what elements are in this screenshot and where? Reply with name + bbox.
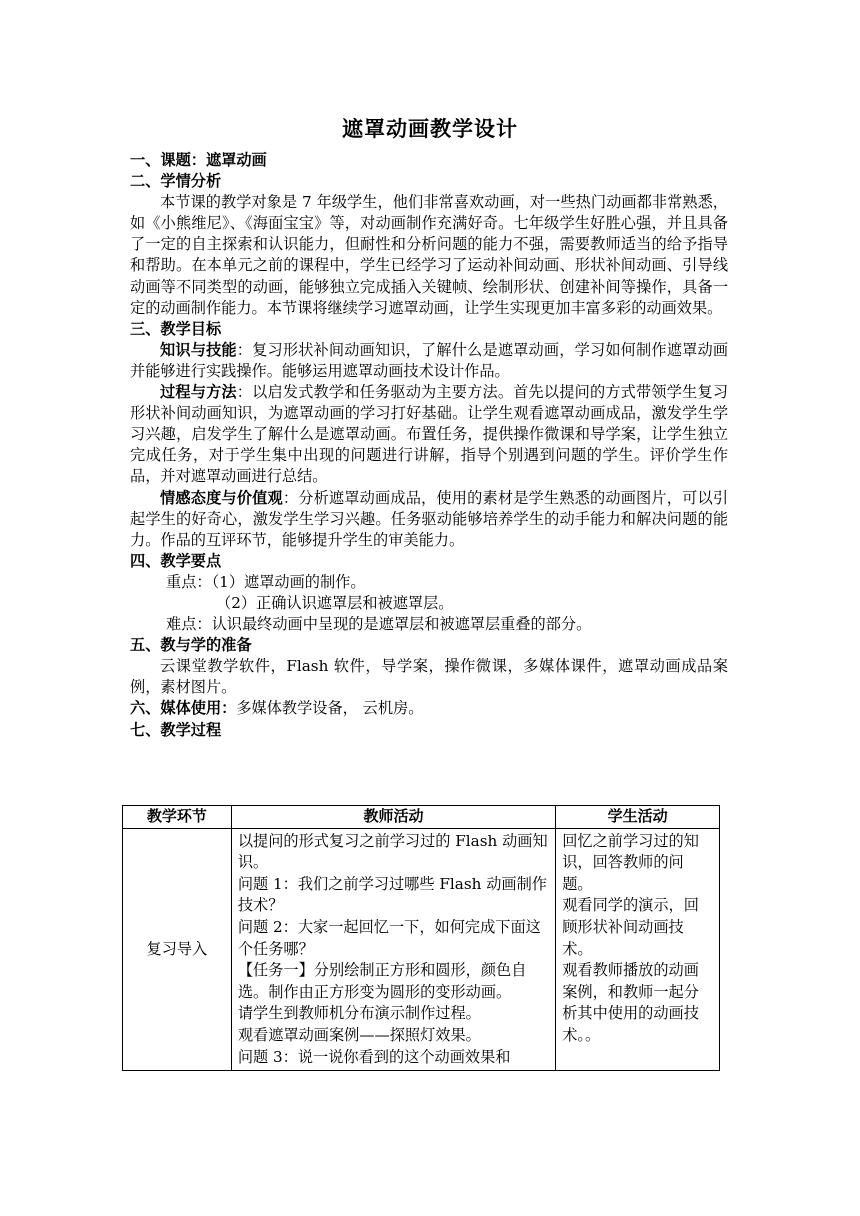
- student-line: 观看教师播放的动画案例，和教师一起分析其中使用的动画技术。。: [562, 961, 699, 1044]
- media-line: [130, 698, 728, 719]
- header-stage: 教学环节: [123, 806, 232, 829]
- keypoint-2: （2）正确认识遮罩层和被遮罩层。: [216, 593, 454, 612]
- teacher-line: 请学生到教师机分布演示制作过程。: [237, 1004, 481, 1023]
- header-teacher: 教师活动: [231, 806, 555, 829]
- section-heading-preparation: 五、教与学的准备: [130, 636, 252, 655]
- student-line: 观看同学的演示，回顾形状补间动画技术。: [562, 896, 699, 958]
- page-bottom-margin: [0, 1099, 860, 1216]
- teaching-process-table: [122, 805, 720, 1071]
- analysis-paragraph: 本节课的教学对象是 7 年级学生，他们非常喜欢动画，对一些热门动画都非常熟悉，如《小熊维尼》、《海面宝宝》等，对动画制作充满好奇。七年级学生好胜心强，并且具备了一定的自主探索和认识能力，但耐性和分析问题的能力不强，需要教师适当的给予指导和帮助。在本单元之前的课程中，学生已经学习了运动补间动画、形状补间动画、引导线动画等不同类型的动画，能够独立完成插入关键帧、绘制形状、创建补间等操作，具备一定的动画制作能力。本节课将继续学习遮罩动画，让学生实现更加丰富多彩的动画效果。: [130, 193, 728, 317]
- objective-emotion-text: ：分析遮罩动画成品，使用的素材是学生熟悉的动画图片，可以引起学生的好奇心，激发学生学习兴趣。任务驱动能够培养学生的动手能力和解决问题的能力。作品的互评环节，能够提升学生的审美能力。: [130, 488, 729, 549]
- preparation-paragraph: 云课堂教学软件，Flash 软件，导学案，操作微课，多媒体课件，遮罩动画成品案例，素材图片。: [130, 657, 728, 697]
- objective-emotion-label: 情感态度与价值观: [160, 488, 283, 507]
- section-heading-keypoints: 四、教学要点: [130, 551, 222, 570]
- section-heading-objectives: 三、教学目标: [130, 319, 222, 338]
- student-activity-cell: [556, 828, 720, 1071]
- teacher-line: 【任务一】分别绘制正方形和圆形，颜色自选。制作由正方形变为圆形的变形动画。: [237, 961, 527, 1001]
- teacher-line: 问题 1：我们之前学习过哪些 Flash 动画制作技术？: [237, 874, 547, 915]
- teacher-line: 以提问的形式复习之前学习过的 Flash 动画知识。: [237, 831, 548, 872]
- section-heading-media: 六、媒体使用：: [130, 699, 237, 718]
- objective-process: [130, 382, 728, 487]
- teacher-line: 观看遮罩动画案例——探照灯效果。: [237, 1025, 481, 1044]
- document-title: 遮罩动画教学设计: [342, 116, 518, 141]
- table-row: [123, 828, 720, 1071]
- objective-process-label: 过程与方法: [160, 383, 237, 402]
- keypoint-1: 重点：（1）遮罩动画的制作。: [166, 572, 366, 591]
- student-line: 回忆之前学习过的知识，回答教师的问题。: [562, 831, 699, 893]
- objective-knowledge: [130, 340, 728, 382]
- difficulty-point: 难点：认识最终动画中呈现的是遮罩层和被遮罩层重叠的部分。: [166, 615, 592, 634]
- stage-cell: 复习导入: [123, 828, 232, 1071]
- section-heading-process: 七、教学过程: [130, 720, 222, 739]
- teacher-line: 问题 3：说一说你看到的这个动画效果和: [237, 1047, 511, 1066]
- section-heading-topic: 一、课题：遮罩动画: [130, 151, 267, 169]
- teacher-line: 问题 2：大家一起回忆一下，如何完成下面这个任务哪？: [237, 917, 541, 958]
- teacher-activity-cell: [231, 828, 555, 1071]
- objective-emotion: [130, 488, 728, 551]
- media-text: 多媒体教学设备， 云机房。: [236, 699, 424, 718]
- document-body: [130, 150, 728, 741]
- objective-process-text: ：以启发式教学和任务驱动为主要方法。首先以提问的方式带领学生复习形状补间动画知识，为遮罩动画的学习打好基础。让学生观看遮罩动画成品，激发学生学习兴趣，启发学生了解什么是遮罩动画。布置任务，提供操作微课和导学案，让学生独立完成任务，对于学生集中出现的问题进行讲解，指导个别遇到问题的学生。评价学生作品，并对遮罩动画进行总结。: [130, 383, 729, 486]
- objective-knowledge-text: ：复习形状补间动画知识，了解什么是遮罩动画，学习如何制作遮罩动画并能够进行实践操作。能够运用遮罩动画技术设计作品。: [130, 340, 729, 380]
- section-heading-analysis: 二、学情分析: [130, 172, 222, 191]
- objective-knowledge-label: 知识与技能: [160, 340, 237, 359]
- header-student: 学生活动: [556, 806, 720, 829]
- table-header-row: [123, 806, 720, 829]
